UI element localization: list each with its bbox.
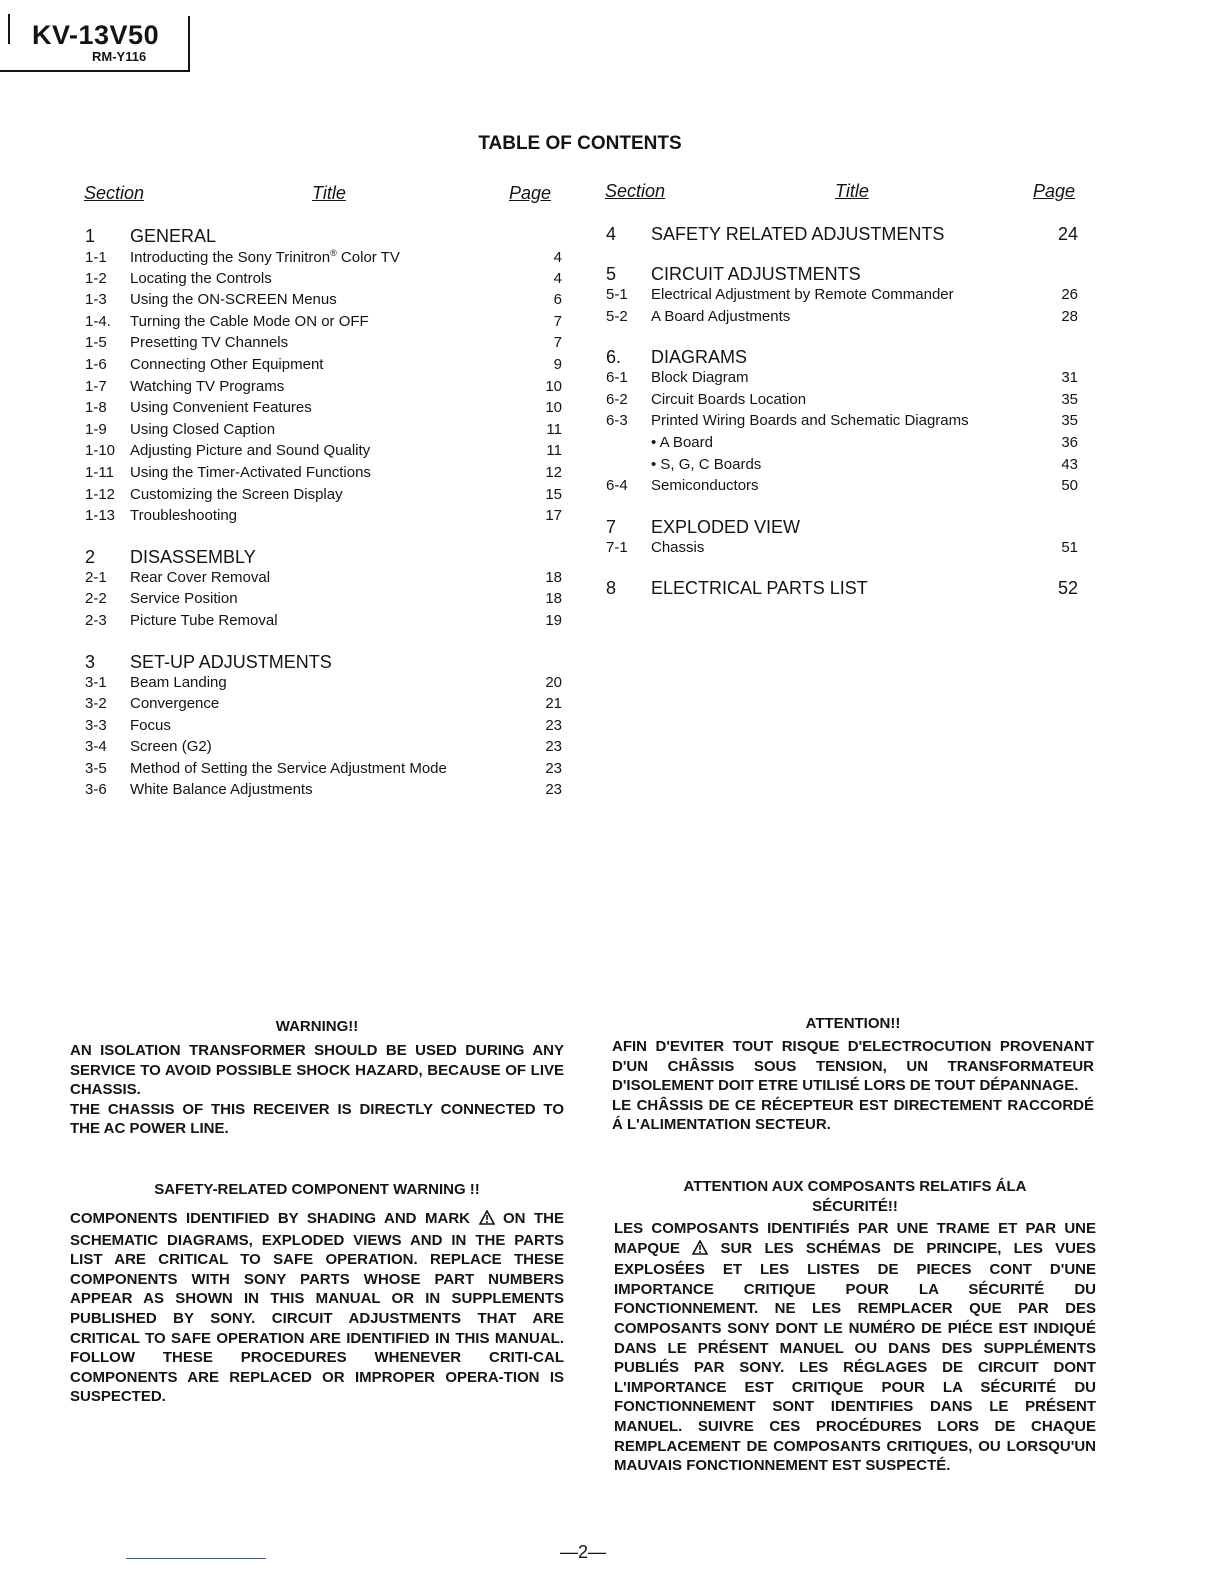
toc-entry-number: 5-2 xyxy=(606,307,628,325)
header-left-rule xyxy=(8,14,10,44)
toc-entry xyxy=(606,391,1078,413)
toc-title: TABLE OF CONTENTS xyxy=(478,133,682,154)
toc-entry-title xyxy=(130,442,522,459)
toc-entry-number: 1-4. xyxy=(85,312,111,330)
warning-body-text-1: AN ISOLATION TRANSFORMER SHOULD BE USED DURING ANY SERVICE TO AVOID POSSIBLE SHOCK HAZARD, BECAUSE OF LIVE CHASSIS. xyxy=(70,1042,564,1099)
toc-entry-page: 7 xyxy=(553,312,562,330)
toc-entry-number: 3-4 xyxy=(85,738,107,756)
header-box-horizontal-rule xyxy=(0,70,190,72)
warning-triangle-icon xyxy=(692,1240,708,1261)
toc-section-number: 2 xyxy=(85,546,96,567)
toc-entry-title xyxy=(130,356,522,373)
toc-entry-title xyxy=(130,612,522,629)
toc-entry-title-text: White Balance Adjustments xyxy=(130,781,313,799)
toc-entry-title xyxy=(130,507,522,524)
toc-entry-number: 1-7 xyxy=(85,377,107,395)
composant-warning-text-a: LES COMPOSANTS IDENTIFIÉS PAR UNE TRAME ET PAR UNE MAPQUE xyxy=(614,1220,1096,1257)
toc-entry-title xyxy=(130,248,522,266)
toc-entry xyxy=(85,760,562,782)
right-col-header-section: Section xyxy=(605,181,666,201)
toc-entry-number: 3-5 xyxy=(85,759,107,777)
composant-warning-heading: ATTENTION AUX COMPOSANTS RELATIFS ÁLA SÉCURITÉ!! xyxy=(683,1178,1027,1215)
toc-entry-title xyxy=(130,313,522,330)
toc-entry-title xyxy=(130,486,522,503)
toc-section-page: 52 xyxy=(1057,578,1078,599)
page-number: —2— xyxy=(560,1542,607,1562)
toc-entry-title-text: Semiconductors xyxy=(651,477,759,495)
toc-entry-number: 1-3 xyxy=(85,291,107,309)
toc-entry xyxy=(85,612,562,634)
toc-entry-title xyxy=(130,378,522,395)
toc-entry-title xyxy=(651,456,1038,473)
toc-entry-page: 23 xyxy=(545,781,562,799)
toc-section-number: 8 xyxy=(606,578,617,599)
toc-entry-title xyxy=(651,391,1038,408)
toc-entry-title-text: • S, G, C Boards xyxy=(651,455,762,473)
attention-body-text-2: LE CHÂSSIS DE CE RÉCEPTEUR EST DIRECTEMENT RACCORDÉ Á L'ALIMENTATION SECTEUR. xyxy=(612,1096,1094,1134)
toc-section-number: 6. xyxy=(606,347,622,368)
toc-entry-title xyxy=(651,308,1038,325)
toc-section-page: 24 xyxy=(1057,224,1078,244)
toc-entry-page: 43 xyxy=(1061,455,1078,473)
toc-entry-title-text: Beam Landing xyxy=(130,673,227,691)
toc-entry-title-text: Using the ON-SCREEN Menus xyxy=(130,291,337,309)
toc-entry-title xyxy=(651,286,1038,303)
toc-left-column xyxy=(85,226,562,803)
toc-entry-title-text: Focus xyxy=(130,716,171,734)
toc-entry-number: 1-9 xyxy=(85,420,107,438)
toc-section-number: 3 xyxy=(85,651,96,672)
toc-entry-number: 1-13 xyxy=(85,507,116,525)
toc-entry xyxy=(85,442,562,464)
toc-entry xyxy=(85,590,562,612)
toc-section-title: ELECTRICAL PARTS LIST xyxy=(651,578,868,599)
toc-entry xyxy=(85,717,562,739)
toc-entry xyxy=(85,738,562,760)
left-col-header-section: Section xyxy=(84,183,145,203)
toc-entry-page: 23 xyxy=(545,759,562,777)
toc-entry-title xyxy=(130,399,522,416)
toc-entry-page: 17 xyxy=(545,507,562,525)
toc-entry-title-text: Rear Cover Removal xyxy=(130,568,271,586)
toc-entry-number: 6-1 xyxy=(606,369,628,387)
toc-entry-number: 1-11 xyxy=(85,463,114,481)
toc-entry-page: 35 xyxy=(1061,412,1078,430)
toc-entry-page: 7 xyxy=(553,334,562,352)
toc-entry-number: 3-2 xyxy=(85,695,107,713)
toc-section-title: SET-UP ADJUSTMENTS xyxy=(130,651,332,672)
right-col-header-page: Page xyxy=(1033,181,1076,201)
toc-section-number: 7 xyxy=(606,516,617,537)
toc-entry xyxy=(85,695,562,717)
toc-entry xyxy=(85,674,562,696)
toc-entry-title xyxy=(130,717,522,734)
component-warning-text-a: COMPONENTS IDENTIFIED BY SHADING AND MARK xyxy=(70,1210,470,1227)
toc-entry xyxy=(85,356,562,378)
toc-entry-title-text: Turning the Cable Mode ON or OFF xyxy=(130,312,369,330)
toc-entry-page: 19 xyxy=(545,611,562,629)
toc-entry-title-text: Picture Tube Removal xyxy=(130,611,278,629)
composant-warning-body xyxy=(614,1219,1096,1476)
toc-entry-number: 3-6 xyxy=(85,781,107,799)
warning-heading: WARNING!! xyxy=(275,1018,359,1035)
toc-entry-title-text: Presetting TV Channels xyxy=(130,334,289,352)
toc-entry xyxy=(606,539,1078,561)
toc-entry-number: 1-6 xyxy=(85,355,107,373)
toc-entry-title xyxy=(130,738,522,755)
toc-entry xyxy=(85,486,562,508)
toc-section-title: EXPLODED VIEW xyxy=(651,516,801,537)
toc-entry-title-text: Screen (G2) xyxy=(130,738,212,756)
toc-section-heading xyxy=(606,578,1078,600)
model-number: KV-13V50 xyxy=(32,20,160,50)
toc-entry-title xyxy=(651,412,1038,429)
toc-entry xyxy=(606,369,1078,391)
toc-section-number: 5 xyxy=(606,264,617,284)
toc-entry xyxy=(606,286,1078,308)
toc-entry-title xyxy=(130,291,522,308)
toc-entry-title xyxy=(651,539,1038,556)
toc-entry-page: 18 xyxy=(545,568,562,586)
toc-entry-title-text: Using Closed Caption xyxy=(130,420,276,438)
toc-entry-title xyxy=(651,369,1038,386)
toc-entry xyxy=(85,781,562,803)
toc-entry-title xyxy=(651,434,1038,451)
toc-entry-title xyxy=(130,334,522,351)
toc-entry xyxy=(85,313,562,335)
toc-section-heading xyxy=(85,547,562,569)
toc-entry-title-text: Block Diagram xyxy=(651,369,749,387)
toc-entry xyxy=(606,308,1078,330)
toc-entry-page: 35 xyxy=(1061,390,1078,408)
toc-entry-page: 6 xyxy=(553,291,562,309)
toc-entry-title-text: Customizing the Screen Display xyxy=(130,485,343,503)
toc-entry-page: 11 xyxy=(546,442,562,460)
toc-entry xyxy=(606,434,1078,456)
toc-entry-number: 1-5 xyxy=(85,334,107,352)
toc-entry-title-text: Connecting Other Equipment xyxy=(130,355,324,373)
toc-section-title: SAFETY RELATED ADJUSTMENTS xyxy=(651,224,945,244)
warning-triangle-icon xyxy=(479,1210,495,1231)
toc-entry xyxy=(85,270,562,292)
header-box-vertical-rule xyxy=(188,16,190,70)
toc-entry-page: 11 xyxy=(546,420,562,438)
toc-entry-number: 2-2 xyxy=(85,590,107,608)
toc-entry-number: 5-1 xyxy=(606,286,628,303)
toc-entry-title xyxy=(130,421,522,438)
remote-model: RM-Y116 xyxy=(92,49,147,64)
toc-entry xyxy=(85,399,562,421)
toc-entry-page: 23 xyxy=(545,738,562,756)
toc-entry-title xyxy=(130,674,522,691)
component-warning-heading: SAFETY-RELATED COMPONENT WARNING !! xyxy=(154,1181,480,1198)
toc-entry-title xyxy=(130,464,522,481)
toc-entry xyxy=(85,421,562,443)
toc-entry-page: 51 xyxy=(1061,538,1078,556)
toc-entry-title xyxy=(130,569,522,586)
toc-entry-title-text: Convergence xyxy=(130,695,220,713)
toc-entry-page: 21 xyxy=(545,695,562,713)
right-col-header-title: Title xyxy=(835,181,869,201)
toc-entry-page: 4 xyxy=(553,269,562,287)
toc-section-heading xyxy=(606,264,1078,286)
toc-entry-number: 3-3 xyxy=(85,716,107,734)
toc-entry-page: 9 xyxy=(553,355,562,373)
toc-entry-title xyxy=(651,477,1038,494)
toc-section-heading xyxy=(85,652,562,674)
toc-entry-title-text: Using the Timer-Activated Functions xyxy=(130,463,371,481)
toc-entry-number: 3-1 xyxy=(85,673,107,691)
toc-entry-page: 18 xyxy=(545,590,562,608)
toc-entry-title-text: Chassis xyxy=(651,538,705,556)
toc-section-title: DISASSEMBLY xyxy=(130,546,256,567)
toc-entry-page: 36 xyxy=(1061,433,1078,451)
toc-section-number: 1 xyxy=(85,226,96,246)
toc-entry-title-text: Method of Setting the Service Adjustment Mode xyxy=(130,759,447,777)
toc-entry xyxy=(85,569,562,591)
toc-entry-number: 6-2 xyxy=(606,390,628,408)
toc-entry xyxy=(606,477,1078,499)
toc-entry-title-text: • A Board xyxy=(651,433,713,451)
toc-entry-title xyxy=(130,695,522,712)
toc-entry-title xyxy=(130,590,522,607)
toc-entry-number: 2-3 xyxy=(85,611,107,629)
toc-entry xyxy=(85,248,562,270)
toc-entry-page: 20 xyxy=(545,673,562,691)
composant-warning-text-b: SUR LES SCHÉMAS DE PRINCIPE, LES VUES EXPLOSÉES ET LES LISTES DE PIECES CONT D'UNE IMPORTANCE CRITIQUE POUR LA SÉCURITÉ DU FONCTIONNEMENT. NE LES REMPLACER QUE PAR DES COMPOSANTS SONY DONT LE NUMÉRO DE PIÉCE EST INDIQUÉ DANS LE PRÉSENT MANUEL OU DANS DES SUPPLÉMENTS PUBLIÉS PAR SONY. LES RÉGLAGES DE CIRCUIT DONT L'IMPORTANCE EST CRITIQUE POUR LA SÉCURITÉ DU FONCTIONNEMENT SONT IDENTIFIES DANS LE PRÉSENT MANUEL. SUIVRE CES PROCÉDURES LORS DE CHAQUE REMPLACEMENT DE COMPOSANTS CRITIQUES, OU LORSQU'UN MAUVAIS FONCTIONNEMENT EST SUSPECTÉ. xyxy=(614,1239,1097,1475)
toc-entry-page: 28 xyxy=(1061,307,1078,325)
component-warning-body xyxy=(70,1209,564,1407)
component-warning-text-b: ON THE SCHEMATIC DIAGRAMS, EXPLODED VIEWS AND IN THE PARTS LIST ARE CRITICAL TO SAFE OPERATION. REPLACE THESE COMPONENTS WITH SONY PARTS WHOSE PART NUMBERS APPEAR AS SHOWN IN THIS MANUAL OR IN SUPPLEMENTS PUBLISHED BY SONY. CIRCUIT ADJUSTMENTS THAT ARE CRITICAL TO SAFE OPERATION ARE IDENTIFIED IN THIS MANUAL. FOLLOW THESE PROCEDURES WHENEVER CRITI-CAL COMPONENTS ARE REPLACED OR IMPROPER OPERA-TION IS SUSPECTED. xyxy=(70,1210,564,1406)
toc-entry-page: 50 xyxy=(1061,477,1078,495)
attention-heading: ATTENTION!! xyxy=(805,1015,901,1032)
toc-section-title: GENERAL xyxy=(130,226,217,246)
toc-entry-number: 1-8 xyxy=(85,399,107,417)
toc-entry xyxy=(606,412,1078,434)
toc-entry-title-suffix: Color TV xyxy=(336,249,400,266)
toc-entry-page: 4 xyxy=(553,249,562,266)
toc-entry-number: 1-1 xyxy=(85,249,107,266)
toc-entry-number: 7-1 xyxy=(606,538,628,556)
left-col-header-page: Page xyxy=(509,183,552,203)
toc-section-heading xyxy=(85,226,562,248)
toc-entry-number: 1-10 xyxy=(85,442,116,460)
toc-entry-title-text: Troubleshooting xyxy=(130,507,238,525)
toc-entry-page: 12 xyxy=(545,463,562,481)
toc-entry-title-text: A Board Adjustments xyxy=(651,307,791,325)
toc-entry xyxy=(85,507,562,529)
toc-entry-title-text: Locating the Controls xyxy=(130,269,272,287)
warning-body xyxy=(70,1041,564,1139)
toc-entry-number: 2-1 xyxy=(85,568,107,586)
registered-mark: ® xyxy=(330,248,337,258)
toc-entry-title-text: Adjusting Picture and Sound Quality xyxy=(130,442,371,460)
toc-entry xyxy=(85,291,562,313)
footer-rule xyxy=(126,1558,266,1559)
toc-entry-title-text: Circuit Boards Location xyxy=(651,390,807,408)
toc-entry-number: 6-4 xyxy=(606,477,628,495)
toc-entry-title-text: Printed Wiring Boards and Schematic Diagrams xyxy=(651,412,969,430)
toc-entry-page: 26 xyxy=(1061,286,1078,303)
toc-entry-title-text: Using Convenient Features xyxy=(130,399,312,417)
attention-body xyxy=(612,1037,1094,1135)
toc-section-number: 4 xyxy=(606,224,617,244)
toc-entry-number: 1-12 xyxy=(85,485,116,503)
toc-entry-title-text: Service Position xyxy=(130,590,238,608)
toc-entry xyxy=(606,456,1078,478)
toc-entry-title-text: Introducting the Sony Trinitron xyxy=(130,249,331,266)
toc-entry-title xyxy=(130,760,522,777)
toc-right-column xyxy=(606,224,1078,600)
toc-entry-page: 10 xyxy=(545,377,562,395)
attention-body-text-1: AFIN D'EVITER TOUT RISQUE D'ELECTROCUTION PROVENANT D'UN CHÂSSIS SOUS TENSION, UN TRANSFORMATEUR D'ISOLEMENT DOIT ETRE UTILISÉ LORS DE TOUT DÉPANNAGE. xyxy=(612,1038,1094,1095)
toc-entry-page: 23 xyxy=(545,716,562,734)
toc-entry-page: 15 xyxy=(545,485,562,503)
toc-entry-title xyxy=(130,781,522,798)
toc-entry-title-text: Electrical Adjustment by Remote Commander xyxy=(651,286,954,303)
toc-section-title: CIRCUIT ADJUSTMENTS xyxy=(651,264,861,284)
toc-entry xyxy=(85,334,562,356)
toc-entry xyxy=(85,464,562,486)
toc-section-title: DIAGRAMS xyxy=(651,347,748,368)
toc-section-heading xyxy=(606,517,1078,539)
toc-entry xyxy=(85,378,562,400)
warning-body-text-2: THE CHASSIS OF THIS RECEIVER IS DIRECTLY CONNECTED TO THE AC POWER LINE. xyxy=(70,1100,564,1138)
toc-entry-number: 1-2 xyxy=(85,269,107,287)
toc-section-heading xyxy=(606,224,1078,246)
toc-entry-title-text: Watching TV Programs xyxy=(130,377,285,395)
toc-entry-number: 6-3 xyxy=(606,412,628,430)
toc-entry-page: 31 xyxy=(1061,369,1078,387)
toc-entry-page: 10 xyxy=(545,399,562,417)
toc-section-heading xyxy=(606,347,1078,369)
toc-entry-title xyxy=(130,270,522,287)
left-col-header-title: Title xyxy=(312,183,346,203)
